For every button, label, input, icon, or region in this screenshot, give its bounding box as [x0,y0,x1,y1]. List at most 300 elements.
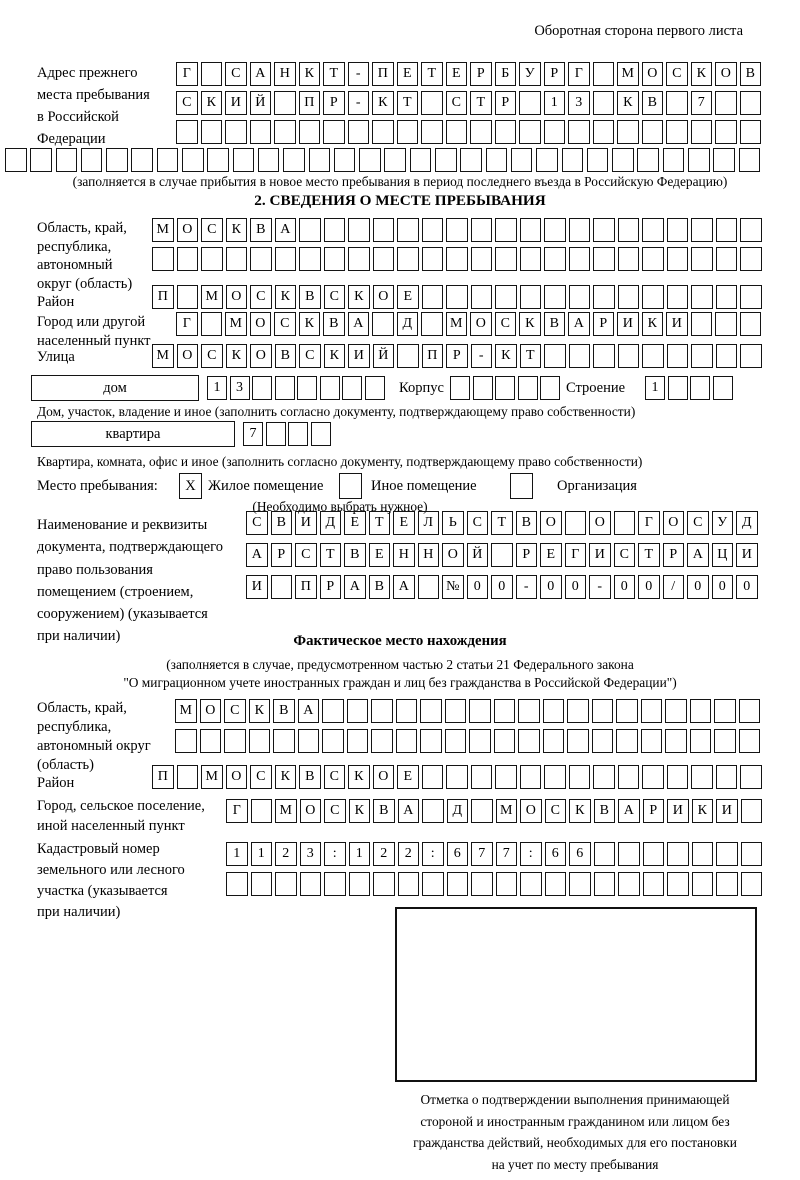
char-box[interactable]: Г [176,312,198,336]
char-box[interactable] [418,575,440,599]
char-box[interactable]: : [520,842,542,866]
char-box[interactable] [251,799,273,823]
char-box[interactable]: П [372,62,394,86]
char-box[interactable]: К [275,285,297,309]
char-box[interactable]: М [152,218,174,242]
char-box[interactable]: Е [369,543,391,567]
char-box[interactable]: 0 [712,575,734,599]
char-box[interactable]: В [642,91,664,115]
char-box[interactable] [226,247,248,271]
char-box[interactable]: Р [271,543,293,567]
char-box[interactable] [667,247,689,271]
char-box[interactable]: К [348,765,370,789]
char-box[interactable]: - [589,575,611,599]
char-box[interactable]: О [589,511,611,535]
char-box[interactable] [470,120,492,144]
char-box[interactable] [420,729,442,753]
char-box[interactable]: - [516,575,538,599]
char-box[interactable] [641,699,663,723]
char-box[interactable]: Е [397,765,419,789]
char-box[interactable] [323,120,345,144]
char-box[interactable] [347,699,369,723]
char-box[interactable]: К [226,218,248,242]
char-box[interactable]: К [226,344,248,368]
char-box[interactable] [741,872,763,896]
char-box[interactable]: Е [397,62,419,86]
char-box[interactable] [397,218,419,242]
char-box[interactable]: П [152,765,174,789]
char-box[interactable]: Р [446,344,468,368]
char-box[interactable] [311,422,331,446]
char-box[interactable] [518,376,538,400]
char-box[interactable] [275,376,295,400]
char-box[interactable]: А [393,575,415,599]
char-box[interactable] [518,729,540,753]
char-box[interactable] [536,148,558,172]
char-box[interactable]: Д [320,511,342,535]
char-box[interactable] [320,376,340,400]
char-box[interactable]: : [422,842,444,866]
char-box[interactable]: Р [495,91,517,115]
char-box[interactable] [691,218,713,242]
char-box[interactable] [716,872,738,896]
char-box[interactable] [543,699,565,723]
char-box[interactable] [299,120,321,144]
char-box[interactable] [741,799,763,823]
char-box[interactable] [716,218,738,242]
char-box[interactable] [410,148,432,172]
char-box[interactable]: Г [638,511,660,535]
char-box[interactable] [667,842,689,866]
char-box[interactable] [298,729,320,753]
char-box[interactable] [519,91,541,115]
char-box[interactable] [692,842,714,866]
char-box[interactable]: 2 [398,842,420,866]
char-box[interactable] [471,765,493,789]
char-box[interactable] [446,120,468,144]
char-box[interactable]: 0 [491,575,513,599]
char-box[interactable]: Й [373,344,395,368]
char-box[interactable]: 1 [207,376,227,400]
char-box[interactable] [663,148,685,172]
char-box[interactable] [740,91,762,115]
char-box[interactable] [299,247,321,271]
char-box[interactable] [342,376,362,400]
char-box[interactable]: С [614,543,636,567]
char-box[interactable]: С [250,765,272,789]
char-box[interactable]: Ь [442,511,464,535]
char-box[interactable]: 3 [230,376,250,400]
char-box[interactable]: С [201,218,223,242]
char-box[interactable]: К [692,799,714,823]
char-box[interactable] [587,148,609,172]
char-box[interactable]: № [442,575,464,599]
char-box[interactable] [398,872,420,896]
char-box[interactable]: М [275,799,297,823]
char-box[interactable]: О [226,765,248,789]
char-box[interactable] [642,765,664,789]
char-box[interactable]: 1 [544,91,566,115]
char-box[interactable] [460,148,482,172]
char-box[interactable] [716,765,738,789]
char-box[interactable] [691,312,713,336]
char-box[interactable] [544,218,566,242]
char-box[interactable] [271,575,293,599]
char-box[interactable] [322,729,344,753]
char-box[interactable] [447,872,469,896]
char-box[interactable]: Т [491,511,513,535]
char-box[interactable] [616,699,638,723]
char-box[interactable]: В [544,312,566,336]
char-box[interactable]: К [275,765,297,789]
char-box[interactable] [567,729,589,753]
char-box[interactable] [665,699,687,723]
char-box[interactable]: П [299,91,321,115]
char-box[interactable]: Т [470,91,492,115]
char-box[interactable]: С [295,543,317,567]
stay-type-checkbox-organization[interactable] [510,473,533,499]
char-box[interactable] [30,148,52,172]
char-box[interactable] [157,148,179,172]
char-box[interactable] [421,120,443,144]
char-box[interactable] [716,344,738,368]
char-box[interactable] [520,765,542,789]
char-box[interactable] [565,511,587,535]
char-box[interactable] [349,872,371,896]
char-box[interactable]: А [618,799,640,823]
char-box[interactable] [642,285,664,309]
char-box[interactable]: С [224,699,246,723]
char-box[interactable]: 7 [471,842,493,866]
char-box[interactable] [201,247,223,271]
char-box[interactable] [322,699,344,723]
char-box[interactable] [495,285,517,309]
char-box[interactable] [691,247,713,271]
char-box[interactable]: 7 [243,422,263,446]
char-box[interactable] [348,120,370,144]
char-box[interactable] [617,120,639,144]
apartment-type-box[interactable] [31,421,235,447]
char-box[interactable]: Г [565,543,587,567]
char-box[interactable]: К [519,312,541,336]
char-box[interactable]: 0 [614,575,636,599]
char-box[interactable] [106,148,128,172]
char-box[interactable] [544,344,566,368]
char-box[interactable] [224,729,246,753]
char-box[interactable]: Т [369,511,391,535]
char-box[interactable]: 0 [736,575,758,599]
char-box[interactable] [511,148,533,172]
char-box[interactable]: С [274,312,296,336]
char-box[interactable] [348,247,370,271]
char-box[interactable]: Т [520,344,542,368]
char-box[interactable]: Д [447,799,469,823]
char-box[interactable] [740,344,762,368]
char-box[interactable]: М [175,699,197,723]
char-box[interactable] [309,148,331,172]
char-box[interactable]: И [666,312,688,336]
char-box[interactable] [739,699,761,723]
char-box[interactable] [665,729,687,753]
char-box[interactable]: А [398,799,420,823]
char-box[interactable]: О [470,312,492,336]
char-box[interactable] [371,699,393,723]
char-box[interactable]: Т [320,543,342,567]
char-box[interactable]: И [617,312,639,336]
char-box[interactable]: С [495,312,517,336]
char-box[interactable] [643,872,665,896]
char-box[interactable] [446,218,468,242]
char-box[interactable] [593,91,615,115]
char-box[interactable]: 6 [545,842,567,866]
char-box[interactable] [520,285,542,309]
char-box[interactable] [266,422,286,446]
char-box[interactable] [739,729,761,753]
char-box[interactable] [642,120,664,144]
char-box[interactable] [435,148,457,172]
char-box[interactable] [288,422,308,446]
char-box[interactable] [593,218,615,242]
char-box[interactable]: У [519,62,541,86]
char-box[interactable] [496,872,518,896]
char-box[interactable] [543,729,565,753]
char-box[interactable] [371,729,393,753]
char-box[interactable] [593,285,615,309]
char-box[interactable]: В [344,543,366,567]
char-box[interactable]: Р [593,312,615,336]
char-box[interactable] [593,247,615,271]
char-box[interactable]: А [250,62,272,86]
char-box[interactable] [495,765,517,789]
char-box[interactable] [491,543,513,567]
char-box[interactable] [740,218,762,242]
char-box[interactable]: С [324,765,346,789]
char-box[interactable] [300,872,322,896]
char-box[interactable] [594,842,616,866]
char-box[interactable] [562,148,584,172]
char-box[interactable] [334,148,356,172]
char-box[interactable] [299,218,321,242]
char-box[interactable] [592,699,614,723]
char-box[interactable] [618,872,640,896]
char-box[interactable]: Н [418,543,440,567]
char-box[interactable]: 0 [687,575,709,599]
char-box[interactable] [131,148,153,172]
char-box[interactable]: О [250,344,272,368]
char-box[interactable]: 0 [565,575,587,599]
char-box[interactable]: С [250,285,272,309]
char-box[interactable]: Т [397,91,419,115]
char-box[interactable] [274,120,296,144]
char-box[interactable] [446,765,468,789]
char-box[interactable]: И [348,344,370,368]
char-box[interactable]: Р [320,575,342,599]
char-box[interactable] [691,285,713,309]
char-box[interactable]: 0 [540,575,562,599]
char-box[interactable]: Р [516,543,538,567]
char-box[interactable]: Е [393,511,415,535]
char-box[interactable] [518,699,540,723]
char-box[interactable] [713,376,733,400]
char-box[interactable]: Р [643,799,665,823]
char-box[interactable] [182,148,204,172]
char-box[interactable]: М [225,312,247,336]
char-box[interactable]: 2 [373,842,395,866]
char-box[interactable] [593,765,615,789]
char-box[interactable] [397,120,419,144]
char-box[interactable] [740,285,762,309]
char-box[interactable]: В [250,218,272,242]
char-box[interactable] [422,285,444,309]
char-box[interactable]: П [152,285,174,309]
char-box[interactable] [618,247,640,271]
char-box[interactable] [201,62,223,86]
char-box[interactable]: К [372,91,394,115]
char-box[interactable]: О [442,543,464,567]
char-box[interactable]: 3 [300,842,322,866]
char-box[interactable] [666,120,688,144]
char-box[interactable]: В [516,511,538,535]
char-box[interactable] [445,699,467,723]
char-box[interactable]: Й [250,91,272,115]
char-box[interactable] [691,765,713,789]
char-box[interactable] [614,511,636,535]
char-box[interactable] [396,699,418,723]
char-box[interactable]: А [298,699,320,723]
char-box[interactable]: Р [470,62,492,86]
char-box[interactable] [201,312,223,336]
char-box[interactable]: - [348,91,370,115]
char-box[interactable]: М [617,62,639,86]
char-box[interactable] [642,247,664,271]
char-box[interactable] [688,148,710,172]
char-box[interactable] [520,218,542,242]
char-box[interactable] [715,312,737,336]
char-box[interactable]: С [467,511,489,535]
char-box[interactable]: В [594,799,616,823]
char-box[interactable] [397,247,419,271]
char-box[interactable]: В [273,699,295,723]
char-box[interactable]: В [271,511,293,535]
char-box[interactable] [152,247,174,271]
char-box[interactable] [714,699,736,723]
char-box[interactable] [740,247,762,271]
char-box[interactable]: С [687,511,709,535]
char-box[interactable]: В [323,312,345,336]
char-box[interactable]: А [348,312,370,336]
char-box[interactable]: А [568,312,590,336]
char-box[interactable] [422,247,444,271]
char-box[interactable] [641,729,663,753]
char-box[interactable] [520,872,542,896]
char-box[interactable]: Е [344,511,366,535]
char-box[interactable]: 7 [691,91,713,115]
char-box[interactable] [420,699,442,723]
char-box[interactable]: И [736,543,758,567]
char-box[interactable] [422,799,444,823]
char-box[interactable] [471,285,493,309]
char-box[interactable] [568,120,590,144]
char-box[interactable] [716,842,738,866]
char-box[interactable]: М [201,765,223,789]
char-box[interactable] [226,872,248,896]
char-box[interactable]: О [177,344,199,368]
char-box[interactable] [593,62,615,86]
char-box[interactable]: С [225,62,247,86]
char-box[interactable] [372,312,394,336]
char-box[interactable] [741,842,763,866]
char-box[interactable] [297,376,317,400]
char-box[interactable] [540,376,560,400]
char-box[interactable] [519,120,541,144]
char-box[interactable] [273,729,295,753]
house-type-box[interactable] [31,375,199,401]
char-box[interactable]: К [324,344,346,368]
char-box[interactable]: Н [393,543,415,567]
char-box[interactable] [274,91,296,115]
char-box[interactable]: Н [274,62,296,86]
char-box[interactable] [569,285,591,309]
char-box[interactable] [446,247,468,271]
char-box[interactable]: 3 [568,91,590,115]
char-box[interactable] [593,120,615,144]
char-box[interactable] [494,699,516,723]
char-box[interactable] [692,872,714,896]
char-box[interactable] [5,148,27,172]
char-box[interactable]: О [373,765,395,789]
char-box[interactable] [250,120,272,144]
char-box[interactable] [642,344,664,368]
char-box[interactable]: Т [638,543,660,567]
char-box[interactable]: И [225,91,247,115]
char-box[interactable] [740,120,762,144]
char-box[interactable] [612,148,634,172]
char-box[interactable] [569,218,591,242]
char-box[interactable]: Ц [712,543,734,567]
char-box[interactable] [667,344,689,368]
char-box[interactable] [544,247,566,271]
char-box[interactable]: М [201,285,223,309]
char-box[interactable] [618,218,640,242]
char-box[interactable] [667,765,689,789]
char-box[interactable] [365,376,385,400]
char-box[interactable] [471,872,493,896]
char-box[interactable] [275,247,297,271]
char-box[interactable] [495,120,517,144]
char-box[interactable]: О [177,218,199,242]
char-box[interactable] [283,148,305,172]
char-box[interactable] [569,765,591,789]
char-box[interactable] [569,872,591,896]
char-box[interactable] [494,729,516,753]
char-box[interactable] [233,148,255,172]
char-box[interactable]: К [569,799,591,823]
char-box[interactable]: 0 [467,575,489,599]
char-box[interactable]: С [446,91,468,115]
char-box[interactable]: И [589,543,611,567]
char-box[interactable] [637,148,659,172]
char-box[interactable]: Р [323,91,345,115]
char-box[interactable] [667,285,689,309]
char-box[interactable]: С [545,799,567,823]
char-box[interactable]: К [617,91,639,115]
char-box[interactable] [471,247,493,271]
char-box[interactable] [249,729,271,753]
char-box[interactable]: В [373,799,395,823]
char-box[interactable] [176,120,198,144]
char-box[interactable] [324,872,346,896]
char-box[interactable] [81,148,103,172]
